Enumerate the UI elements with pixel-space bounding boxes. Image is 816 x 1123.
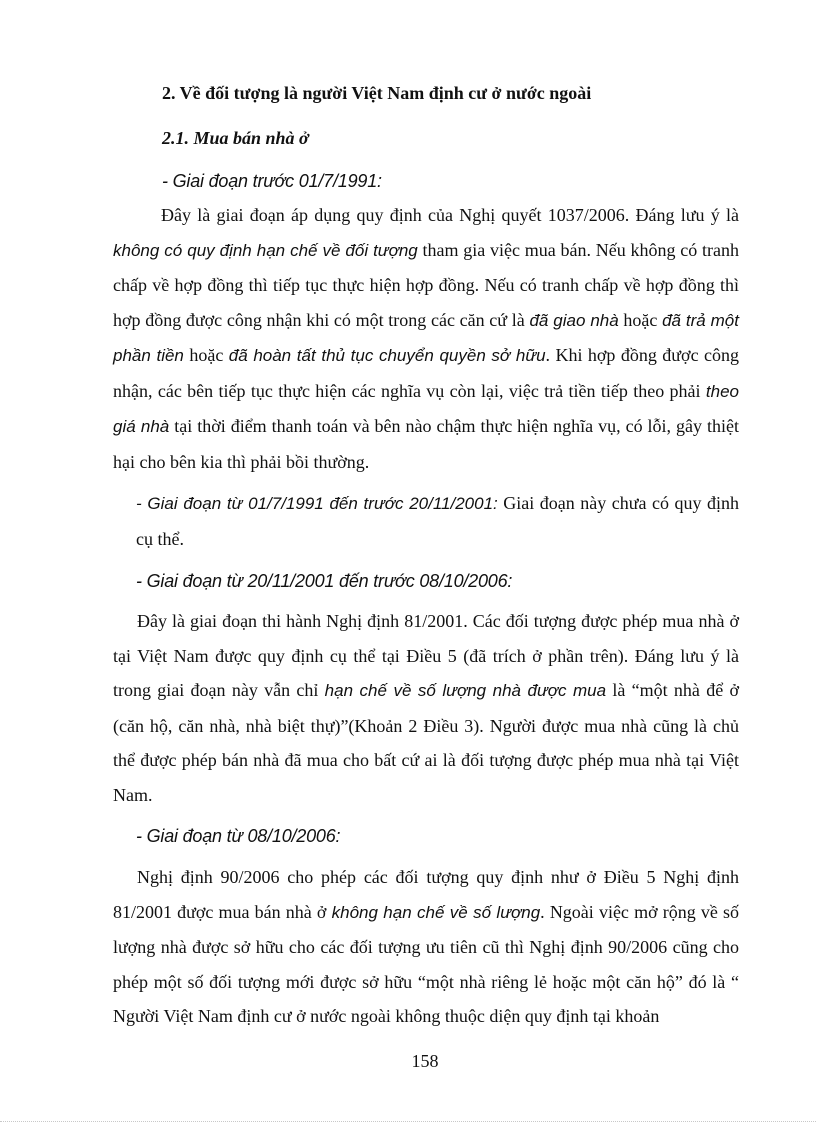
paragraph-text: Đây là giai đoạn áp dụng quy định của Nghị quyết 1037/2006. Đáng lưu ý là [161,205,739,225]
emphasis-text: đã giao nhà [529,310,619,330]
paragraph-text: Đây là giai đoạn thi hành Nghị định 81/2001. Các đối tượng được phép mua nhà ở tại Việt Nam được quy định cụ thể tại Điều 5 (đã trích ở phần trên). Đáng lưu ý là trong giai đoạn này vẫn chỉ [113,611,739,700]
paragraph-text: . Khi hợp đồng được công nhận, các bên tiếp tục thực hiện các nghĩa vụ còn lại, việc trả tiền tiếp theo phải [113,345,739,401]
emphasis-text: đã trả một phần tiền [113,310,739,365]
paragraph-text: hoặc [618,309,663,330]
paragraph-text: tham gia việc mua bán. Nếu không có tranh chấp về hợp đồng thì tiếp tục thực hiện hợp đồng. Nếu có tranh chấp về hợp đồng thì hợp đồng được công nhận khi có một trong các căn cứ là [113,239,739,330]
paragraph-text: . Ngoài việc mở rộng về số lượng nhà được sở hữu cho các đối tượng ưu tiên cũ thì Nghị định 90/2006 cũng cho phép một số đối tượng mới được sở hữu “một nhà riêng lẻ hoặc một căn hộ” đó là “ Người Việt Nam định cư ở nước ngoài không thuộc diện quy định tại khoản [113,901,739,1026]
paragraph-4 [113,860,739,1034]
page-bottom-divider [0,1121,816,1122]
paragraph-2 [136,486,739,556]
emphasis-text: theo giá nhà [113,381,739,436]
paragraph-1 [113,198,739,479]
emphasis-text: đã hoàn tất thủ tục chuyển quyền sở hữu [228,346,546,365]
period-label: - Giai đoạn từ 08/10/2006: [136,826,341,846]
paragraph-text: là “một nhà để ở (căn hộ, căn nhà, nhà biệt thự)”(Khoản 2 Điều 3). Người được mua nhà cũng là chủ thể được phép bán nhà đã mua cho bất cứ ai là đối tượng được phép mua nhà tại Việt Nam. [113,680,740,805]
paragraph-text: Nghị định 90/2006 cho phép các đối tượng quy định như ở Điều 5 Nghị định 81/2001 được mua bán nhà ở [113,867,739,922]
emphasis-text: không hạn chế về số lượng [331,902,541,922]
page-number: 158 [411,1051,439,1071]
emphasis-text: hạn chế về số lượng nhà được mua [324,681,607,700]
period-label: - Giai đoạn từ 20/11/2001 đến trước 08/10/2006: [136,571,513,591]
paragraph-text: Giai đoạn này chưa có quy định cụ thể. [136,493,739,549]
paragraph-text: tại thời điểm thanh toán và bên nào chậm thực hiện nghĩa vụ, có lỗi, gây thiệt hại cho bên kia thì phải bồi thường. [113,416,739,472]
section-heading: 2. Về đối tượng là người Việt Nam định cư ở nước ngoài [162,83,592,103]
period-label: - Giai đoạn từ 01/7/1991 đến trước 20/11/2001: [136,494,498,513]
paragraph-text: hoặc [183,345,229,365]
period-label: - Giai đoạn trước 01/7/1991: [162,171,382,191]
emphasis-text: không có quy định hạn chế về đối tượng [113,240,418,260]
subsection-heading: 2.1. Mua bán nhà ở [162,128,309,148]
paragraph-3 [113,604,739,812]
